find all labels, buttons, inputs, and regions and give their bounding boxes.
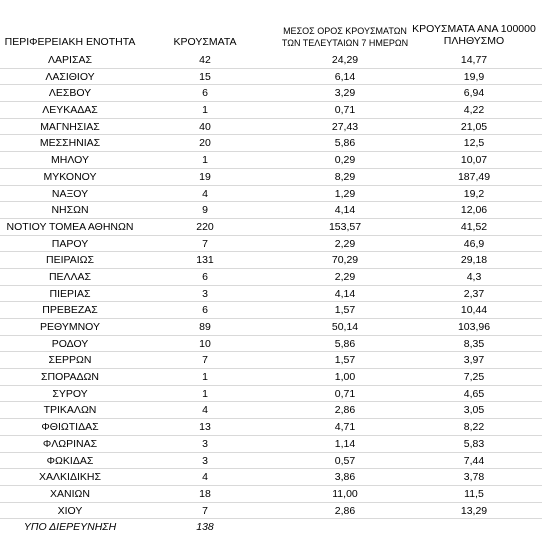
seven-day-average-cell: 2,29: [334, 270, 356, 283]
per-100000-cell: 14,77: [460, 54, 488, 66]
per-100000-cell: 3,97: [463, 354, 485, 367]
seven-day-average-cell: 2,29: [334, 237, 356, 250]
table-row: [0, 469, 542, 486]
region-name-cell: ΧΑΝΙΩΝ: [50, 487, 90, 500]
per-100000-cell: 4,22: [463, 104, 485, 117]
table-row: [0, 419, 542, 436]
per-100000-cell: 10,44: [460, 304, 488, 317]
region-name-cell: ΝΑΞΟΥ: [51, 187, 89, 200]
header-avg-line-2: ΤΩΝ ΤΕΛΕΥΤΑΙΩΝ 7 ΗΜΕΡΩΝ: [281, 38, 409, 48]
per-100000-cell: 29,18: [460, 254, 488, 267]
cases-cell: 18: [199, 487, 211, 500]
header-per-line-1: ΚΡΟΥΣΜΑΤΑ ΑΝΑ 100000: [412, 23, 536, 35]
cases-cell: 6: [202, 87, 208, 100]
table-row: [0, 486, 542, 503]
cases-cell: 6: [202, 270, 208, 283]
region-name-cell: ΠΑΡΟΥ: [51, 237, 89, 250]
region-name-cell: ΠΡΕΒΕΖΑΣ: [42, 304, 98, 317]
cases-cell: 220: [196, 220, 214, 233]
cases-cell: 7: [202, 237, 208, 250]
cases-cell: 7: [202, 354, 208, 367]
cases-cell: 3: [202, 454, 208, 467]
cases-cell: 89: [199, 321, 211, 333]
per-100000-cell: 7,25: [463, 371, 485, 384]
per-100000-cell: 21,05: [460, 120, 488, 133]
table-row: [0, 386, 542, 403]
cases-cell: 9: [202, 204, 208, 217]
table-row: [0, 302, 542, 319]
seven-day-average-cell: 11,00: [332, 487, 358, 500]
cases-cell: 3: [202, 437, 208, 450]
seven-day-average-cell: 1,57: [334, 304, 356, 317]
per-100000-cell: 10,07: [460, 154, 488, 167]
header-avg-line-1: ΜΕΣΟΣ ΟΡΟΣ ΚΡΟΥΣΜΑΤΩΝ: [283, 26, 407, 36]
cases-cell: 1: [202, 104, 208, 117]
cases-cell: 138: [196, 521, 214, 534]
region-name-cell: ΠΙΕΡΙΑΣ: [49, 287, 91, 300]
table-row: [0, 219, 542, 236]
region-name-cell: ΣΠΟΡΑΔΩΝ: [41, 371, 99, 384]
table-row: [0, 369, 542, 386]
cases-cell: 15: [199, 70, 211, 83]
region-name-cell: ΧΑΛΚΙΔΙΚΗΣ: [39, 471, 101, 484]
per-100000-cell: 41,52: [460, 220, 488, 233]
seven-day-average-cell: 6,14: [334, 70, 356, 83]
per-100000-cell: 5,83: [463, 437, 485, 450]
seven-day-average-cell: 0,57: [334, 454, 356, 467]
seven-day-average-cell: 3,86: [334, 471, 356, 484]
cases-cell: 13: [199, 421, 211, 434]
seven-day-average-cell: 0,71: [334, 387, 356, 400]
per-100000-cell: 187,49: [457, 170, 491, 183]
region-name-cell: ΦΩΚΙΔΑΣ: [46, 454, 94, 467]
table-row: [0, 319, 542, 336]
per-100000-cell: 13,29: [460, 504, 488, 517]
seven-day-average-cell: 5,86: [334, 137, 356, 150]
seven-day-average-cell: 24,29: [331, 54, 359, 66]
seven-day-average-cell: 4,71: [334, 421, 356, 434]
cases-cell: 4: [202, 404, 208, 417]
per-100000-cell: 3,78: [463, 471, 485, 484]
region-name-cell: ΧΙΟΥ: [57, 504, 83, 517]
region-name-cell: ΝΗΣΩΝ: [51, 204, 89, 217]
cases-cell: 19: [199, 170, 211, 183]
table-body: [0, 52, 542, 536]
cases-cell: 3: [202, 287, 208, 300]
seven-day-average-cell: 50,14: [331, 321, 359, 333]
seven-day-average-cell: 2,86: [334, 404, 356, 417]
per-100000-cell: 103,96: [457, 321, 491, 333]
region-name-cell: ΡΟΔΟΥ: [51, 337, 89, 350]
table-row: [0, 52, 542, 69]
seven-day-average-cell: 0,29: [334, 154, 356, 167]
seven-day-average-cell: 1,14: [334, 437, 356, 450]
table-row: [0, 102, 542, 119]
region-name-cell: ΦΘΙΩΤΙΔΑΣ: [41, 421, 99, 434]
region-name-cell: ΛΕΣΒΟΥ: [48, 87, 92, 100]
seven-day-average-cell: 1,00: [334, 371, 356, 384]
region-name-cell: ΜΑΓΝΗΣΙΑΣ: [40, 120, 100, 133]
cases-cell: 20: [199, 137, 211, 150]
header-cases: ΚΡΟΥΣΜΑΤΑ: [173, 36, 237, 48]
header-cases-per-100000: [400, 23, 542, 47]
per-100000-cell: 8,22: [463, 421, 485, 434]
cases-cell: 42: [199, 54, 211, 66]
per-100000-cell: 12,5: [463, 137, 485, 150]
region-name-cell: ΤΡΙΚΑΛΩΝ: [43, 404, 97, 417]
cases-cell: 1: [202, 371, 208, 384]
seven-day-average-cell: 27,43: [331, 120, 359, 133]
table-row: [0, 202, 542, 219]
seven-day-average-cell: 1,29: [334, 187, 356, 200]
per-100000-cell: 8,35: [463, 337, 485, 350]
seven-day-average-cell: 70,29: [331, 254, 359, 267]
seven-day-average-cell: 4,14: [334, 204, 356, 217]
header-seven-day-average: [270, 25, 420, 49]
table-row: [0, 69, 542, 86]
table-row: [0, 436, 542, 453]
region-name-cell: ΡΕΘΥΜΝΟΥ: [39, 321, 100, 333]
cases-cell: 1: [202, 154, 208, 167]
header-region: ΠΕΡΙΦΕΡΕΙΑΚΗ ΕΝΟΤΗΤΑ: [4, 36, 136, 48]
per-100000-cell: 7,44: [463, 454, 485, 467]
cases-cell: 6: [202, 304, 208, 317]
cases-cell: 4: [202, 187, 208, 200]
region-name-cell: ΠΕΛΛΑΣ: [48, 270, 92, 283]
cases-cell: 10: [199, 337, 211, 350]
cases-cell: 1: [202, 387, 208, 400]
region-name-cell: ΜΥΚΟΝΟΥ: [43, 170, 97, 183]
region-name-cell: ΜΕΣΣΗΝΙΑΣ: [39, 137, 101, 150]
table-row: [0, 85, 542, 102]
table-row: [0, 269, 542, 286]
cases-cell: 131: [196, 254, 214, 267]
per-100000-cell: 19,2: [463, 187, 485, 200]
table-row: [0, 519, 542, 536]
per-100000-cell: 11,5: [464, 487, 484, 500]
region-name-cell: ΦΛΩΡΙΝΑΣ: [42, 437, 98, 450]
per-100000-cell: 2,37: [463, 287, 485, 300]
per-100000-cell: 46,9: [463, 237, 485, 250]
table-row: [0, 336, 542, 353]
cases-cell: 4: [202, 471, 208, 484]
region-name-cell: ΜΗΛΟΥ: [51, 154, 89, 167]
region-name-cell: ΣΕΡΡΩΝ: [48, 354, 92, 367]
cases-cell: 7: [202, 504, 208, 517]
region-name-cell: ΥΠΟ ΔΙΕΡΕΥΝΗΣΗ: [23, 521, 117, 534]
region-name-cell: ΣΥΡΟΥ: [52, 387, 88, 400]
table-row: [0, 152, 542, 169]
table-row: [0, 236, 542, 253]
seven-day-average-cell: 4,14: [334, 287, 356, 300]
table-row: [0, 119, 542, 136]
table-row: [0, 135, 542, 152]
region-name-cell: ΝΟΤΙΟΥ ΤΟΜΕΑ ΑΘΗΝΩΝ: [6, 220, 134, 233]
per-100000-cell: 4,3: [466, 270, 482, 283]
seven-day-average-cell: 5,86: [334, 337, 356, 350]
seven-day-average-cell: 8,29: [334, 170, 356, 183]
seven-day-average-cell: 2,86: [334, 504, 356, 517]
seven-day-average-cell: 153,57: [328, 220, 362, 233]
per-100000-cell: 6,94: [463, 87, 485, 100]
per-100000-cell: 4,65: [463, 387, 485, 400]
header-per-line-2: ΠΛΗΘΥΣΜΟ: [443, 35, 505, 47]
region-name-cell: ΛΑΡΙΣΑΣ: [48, 54, 92, 66]
table-row: [0, 186, 542, 203]
table-row: [0, 402, 542, 419]
seven-day-average-cell: 3,29: [334, 87, 356, 100]
seven-day-average-cell: 0,71: [334, 104, 356, 117]
region-name-cell: ΠΕΙΡΑΙΩΣ: [46, 254, 94, 267]
region-name-cell: ΛΑΣΙΘΙΟΥ: [45, 70, 95, 83]
seven-day-average-cell: 1,57: [334, 354, 356, 367]
table-row: [0, 453, 542, 470]
table-row: [0, 286, 542, 303]
cases-cell: 40: [199, 120, 211, 133]
table-row: [0, 252, 542, 269]
table-row: [0, 503, 542, 520]
table-row: [0, 169, 542, 186]
per-100000-cell: 3,05: [463, 404, 485, 417]
table-row: [0, 352, 542, 369]
per-100000-cell: 19,9: [463, 70, 485, 83]
per-100000-cell: 12,06: [460, 204, 488, 217]
region-name-cell: ΛΕΥΚΑΔΑΣ: [42, 104, 98, 117]
